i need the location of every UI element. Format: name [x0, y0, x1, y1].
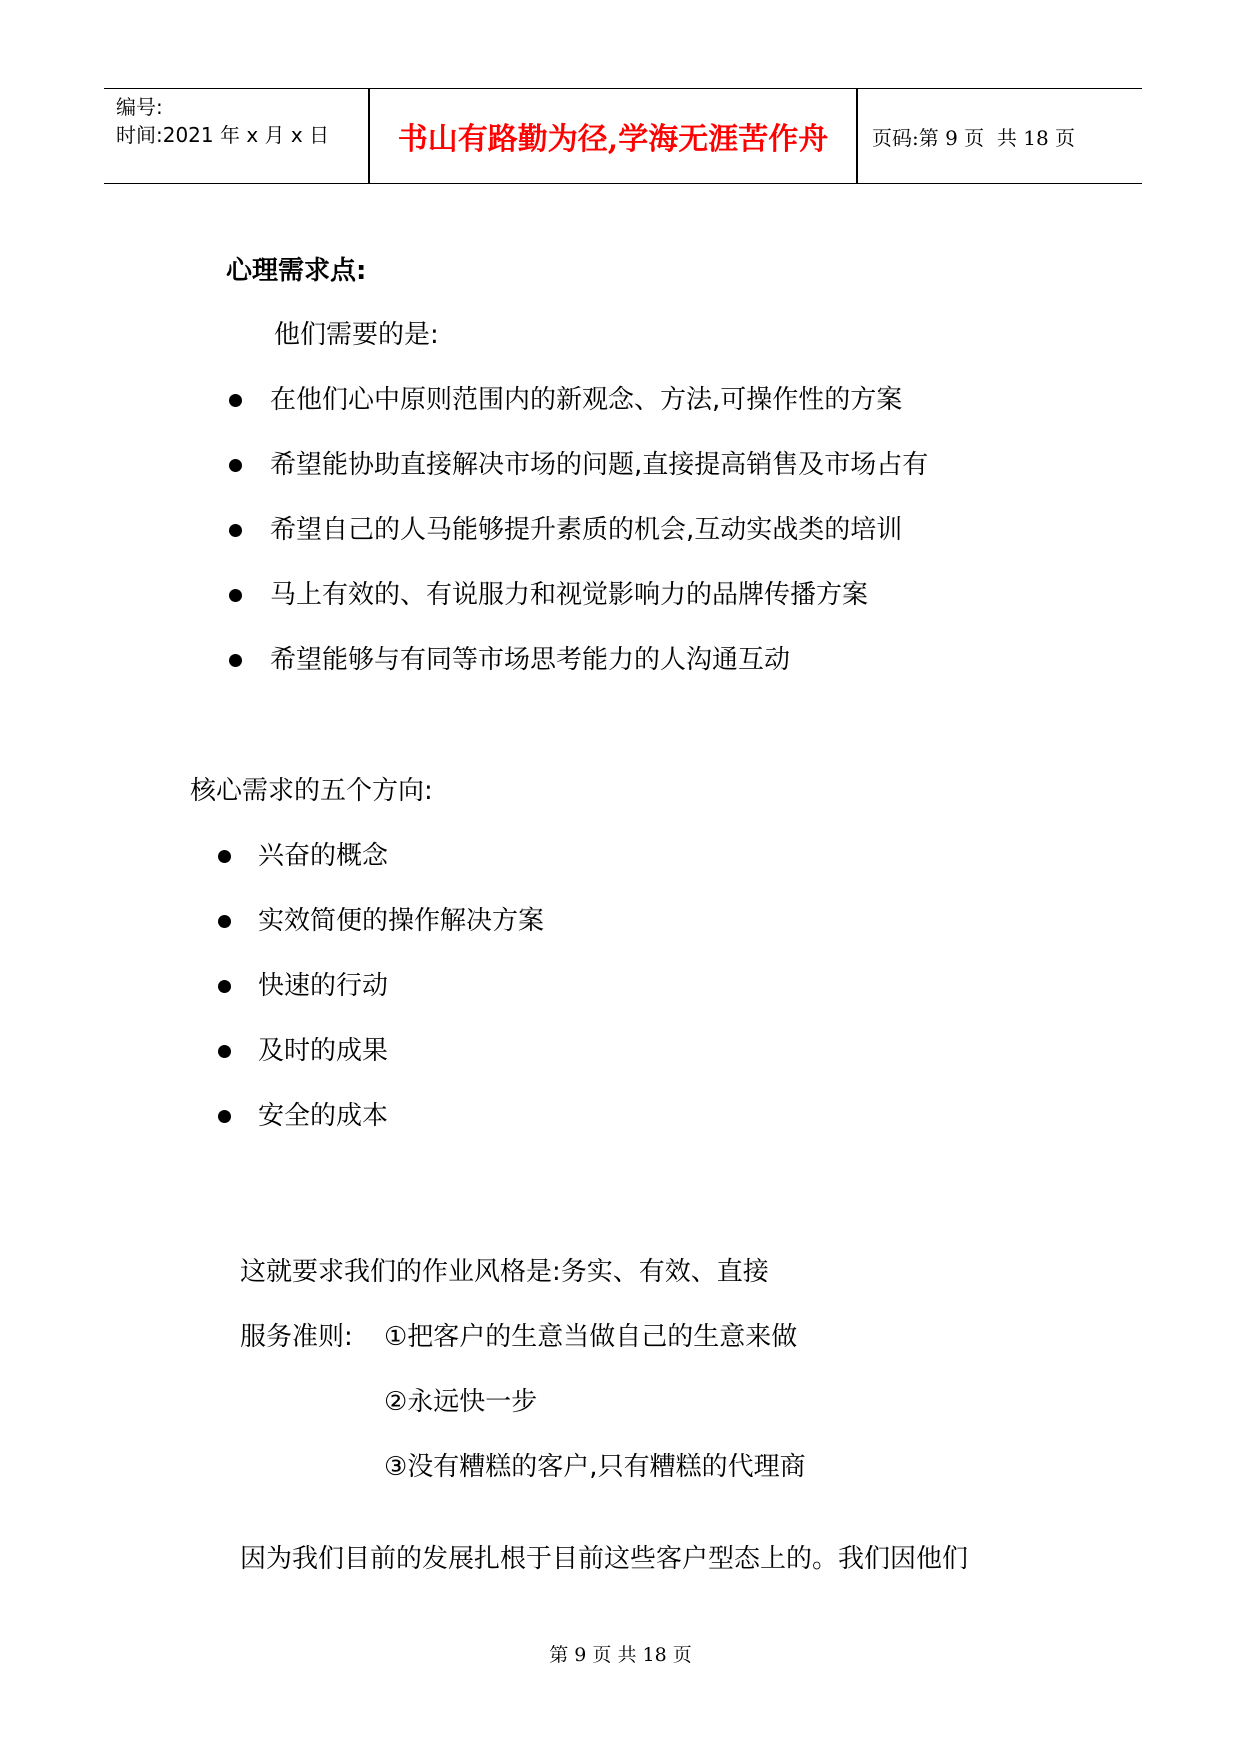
bullet-icon — [229, 654, 242, 667]
header-meta — [116, 93, 366, 149]
principle-item: ②永远快一步 — [384, 1387, 538, 1417]
page-header — [104, 88, 1142, 184]
list-item: 实效简便的操作解决方案 — [258, 906, 545, 936]
list-item: 兴奋的概念 — [258, 841, 389, 871]
list-item: 希望自己的人马能够提升素质的机会,互动实战类的培训 — [270, 515, 903, 545]
list-item: 及时的成果 — [258, 1036, 389, 1066]
list-item: 希望能协助直接解决市场的问题,直接提高销售及市场占有 — [270, 450, 929, 480]
closing-paragraph: 因为我们目前的发展扎根于目前这些客户型态上的。我们因他们 — [240, 1544, 969, 1574]
bullet-icon — [229, 394, 242, 407]
principle-item: ①把客户的生意当做自己的生意来做 — [384, 1322, 798, 1352]
list-item: 希望能够与有同等市场思考能力的人沟通互动 — [270, 645, 791, 675]
section-title: 核心需求的五个方向: — [190, 776, 433, 806]
list-item: 安全的成本 — [258, 1101, 389, 1131]
list-item: 在他们心中原则范围内的新观念、方法,可操作性的方案 — [270, 385, 903, 415]
bullet-icon — [229, 459, 242, 472]
list-item: 马上有效的、有说服力和视觉影响力的品牌传播方案 — [270, 580, 869, 610]
doc-time-label: 时间:2021 年 x 月 x 日 — [116, 123, 330, 147]
header-motto: 书山有路勤为径,学海无涯苦作舟 — [397, 122, 829, 157]
style-statement: 这就要求我们的作业风格是:务实、有效、直接 — [240, 1257, 769, 1287]
bullet-icon — [218, 850, 231, 863]
bullet-icon — [229, 589, 242, 602]
bullet-icon — [218, 1110, 231, 1123]
header-divider — [856, 89, 858, 183]
doc-number-label: 编号: — [116, 95, 163, 119]
bullet-icon — [218, 915, 231, 928]
list-item: 快速的行动 — [258, 971, 389, 1001]
page-footer: 第 9 页 共 18 页 — [549, 1644, 692, 1666]
header-page-info: 页码:第 9 页 共 18 页 — [872, 125, 1076, 150]
bullet-icon — [229, 524, 242, 537]
section-intro: 他们需要的是: — [274, 320, 439, 350]
bullet-icon — [218, 980, 231, 993]
bullet-icon — [218, 1045, 231, 1058]
principles-label: 服务准则: — [240, 1322, 353, 1352]
principle-item: ③没有糟糕的客户,只有糟糕的代理商 — [384, 1452, 806, 1482]
section-title: 心理需求点: — [226, 256, 367, 286]
